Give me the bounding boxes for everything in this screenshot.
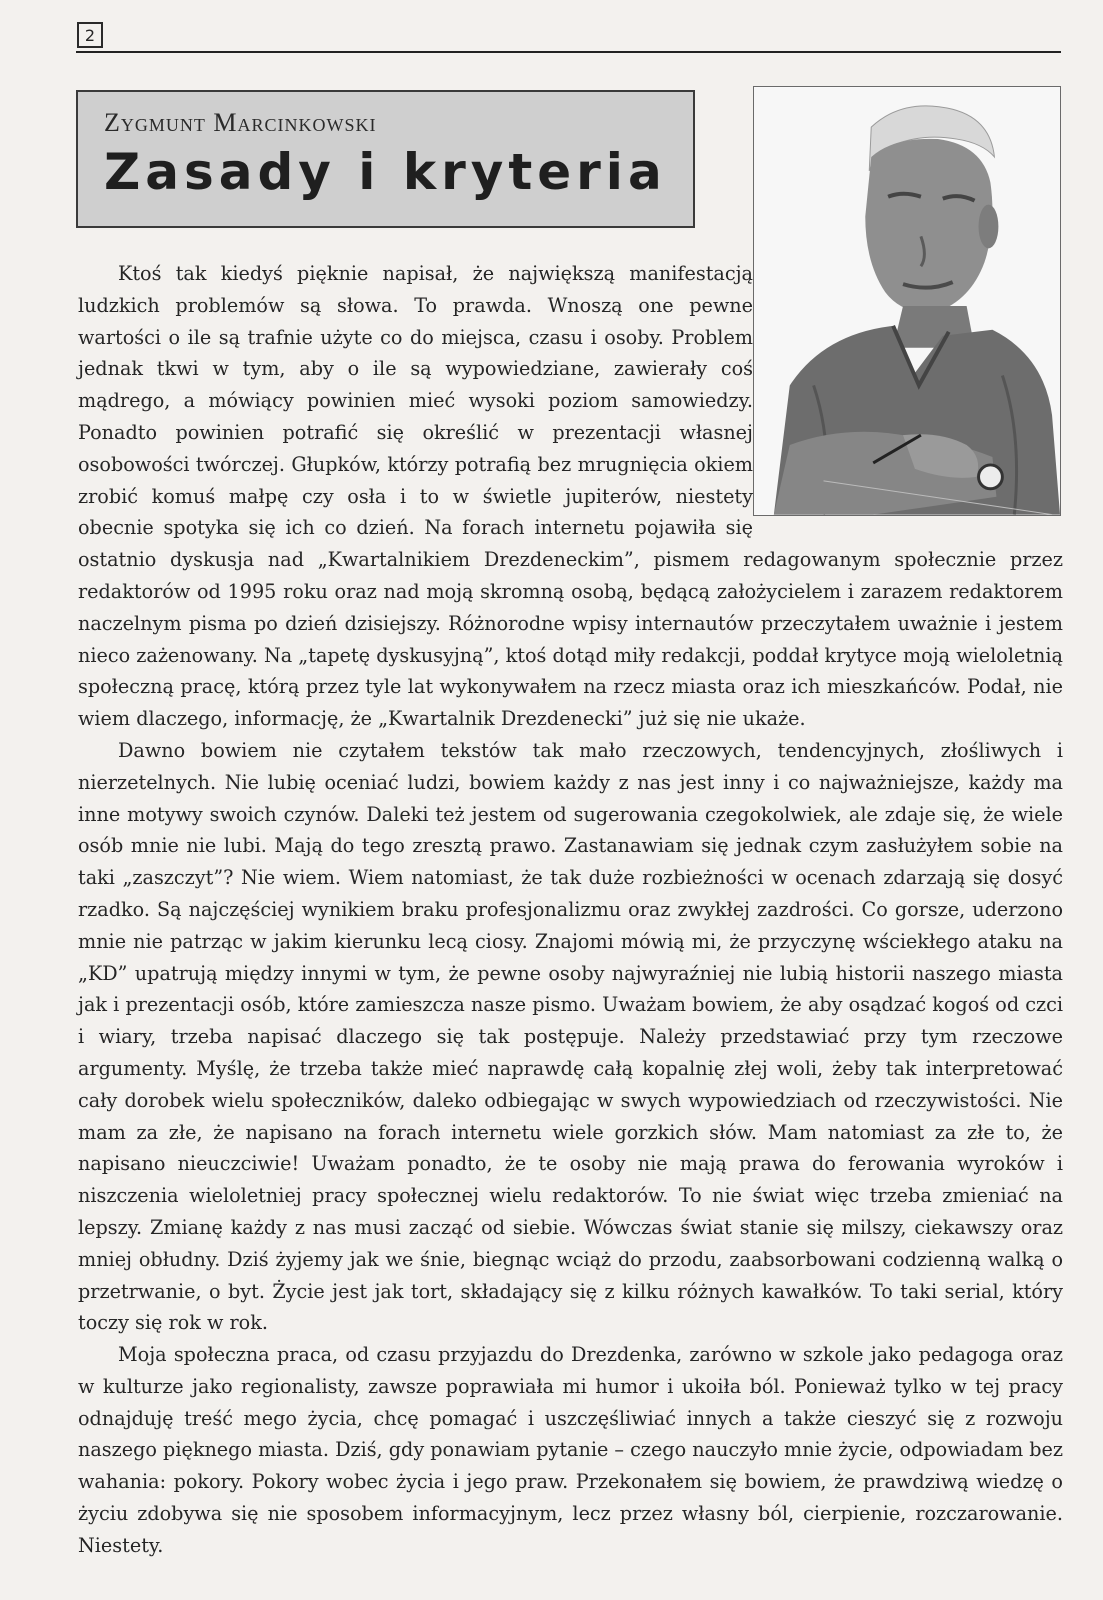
paragraph-3: Moja społeczna praca, od czasu przyjazdu do Drezdenka, zarówno w szkole jako pedagoga oraz w kulturze jako regionalisty, zawsze poprawiała mi humor i ukoiła ból. Ponieważ tylko w tej pracy odnajduję treść mego życia, chcę pomagać i uszczęśliwiać innych a także cieszyć się z rozwoju naszego pięknego miasta. Dziś, gdy ponawiam pytanie – czego nauczyło mnie życie, odpowiadam bez wahania: pokory. Pokory wobec życia i jego praw. Przekonałem się bowiem, że prawdziwą wiedzę o życiu zdobywa się nie sposobem informacyjnym, lecz przez własny ból, cierpienie, rozczarowanie. Niestety. [78, 1343, 1063, 1557]
article-title: Zasady i kryteria [104, 143, 667, 201]
paragraph-2: Dawno bowiem nie czytałem tekstów tak mało rzeczowych, tendencyjnych, złośliwych i nierzetelnych. Nie lubię oceniać ludzi, bowiem każdy z nas jest inny i co najważniejsze, każdy ma inne motywy swoich czynów. Daleki też jestem od sugerowania czegokolwiek, ale zdaje się, że wiele osób mnie nie lubi. Mają do tego zresztą prawo. Zastanawiam się jednak czym zasłużyłem sobie na taki „zaszczyt”? Nie wiem. Wiem natomiast, że tak duże rozbieżności w ocenach zdarzają się dosyć rzadko. Są najczęściej wynikiem braku profesjonalizmu oraz zwykłej zazdrości. Co gorsze, uderzono mnie nie patrząc w jakim kierunku lecą ciosy. Znajomi mówią mi, że przyczynę wściekłego ataku na „KD” upatrują między innymi w tym, że pewne osoby najwyraźniej nie lubią historii naszego miasta jak i prezentacji osób, które zamieszcza nasze pismo. Uważam bowiem, że aby osądzać kogoś od czci i wiary, trzeba napisać dlaczego się tak postępuje. Należy przedstawiać przy tym rzeczowe argumenty. Myślę, że trzeba także mieć naprawdę całą kopalnię złej woli, żeby tak interpretować cały dorobek wielu społeczników, daleko odbiegając w swych wypowiedziach od rzeczywistości. Nie mam za złe, że napisano na forach internetu wiele gorzkich słów. Mam natomiast za złe to, że napisano nieuczciwie! Uważam ponadto, że te osoby nie mają prawa do ferowania wyroków i niszczenia wieloletniej pracy społecznej wielu redaktorów. To nie świat więc trzeba zmieniać na lepszy. Zmianę każdy z nas musi zacząć od siebie. Wówczas świat stanie się milszy, ciekawszy oraz mniej obłudny. Dziś żyjemy jak we śnie, biegnąc wciąż do przodu, zaabsorbowani codzienną walką o przetrwanie, o byt. Życie jest jak tort, składający się z kilku różnych kawałków. To taki serial, który toczy się rok w rok. [78, 738, 1063, 1335]
photo-wrap-spacer [753, 258, 1063, 536]
article-body [78, 258, 1063, 1562]
header-rule [76, 51, 1061, 53]
paragraph-1: Ktoś tak kiedyś pięknie napisał, że największą manifestacją ludzkich problemów są słowa. To prawda. Wnoszą one pewne wartości o ile są trafnie użyte co do miejsca, czasu i osoby. Problem jednak tkwi w tym, aby o ile są wypowiedziane, zawierały coś mądrego, a mówiący powinien mieć wysoki poziom samowiedzy. Ponadto powinien potrafić się określić w prezentacji własnej osobowości twórczej. Głupków, którzy potrafią bez mrugnięcia okiem zrobić komuś małpę czy osła i to w świetle jupiterów, niestety obecnie spotyka się ich co dzień. Na forach internetu pojawiła się ostatnio dyskusja nad „Kwartalnikiem Drezdeneckim”, pismem redagowanym społecznie przez redaktorów od 1995 roku oraz nad moją skromną osobą, będącą założycielem i zarazem redaktorem naczelnym pisma po dzień dzisiejszy. Różnorodne wpisy internautów przeczytałem uważnie i jestem nieco zażenowany. Na „tapetę dyskusyjną”, ktoś dotąd miły redakcji, poddał krytyce moją wieloletnią społeczną pracę, którą przez tyle lat wykonywałem na rzecz miasta oraz ich mieszkańców. Podał, nie wiem dlaczego, informację, że „Kwartalnik Drezdenecki” już się nie ukaże. [78, 262, 1063, 731]
page-number: 2 [77, 22, 103, 48]
title-box [76, 90, 695, 228]
author-name: Zygmunt Marcinkowski [104, 108, 377, 137]
